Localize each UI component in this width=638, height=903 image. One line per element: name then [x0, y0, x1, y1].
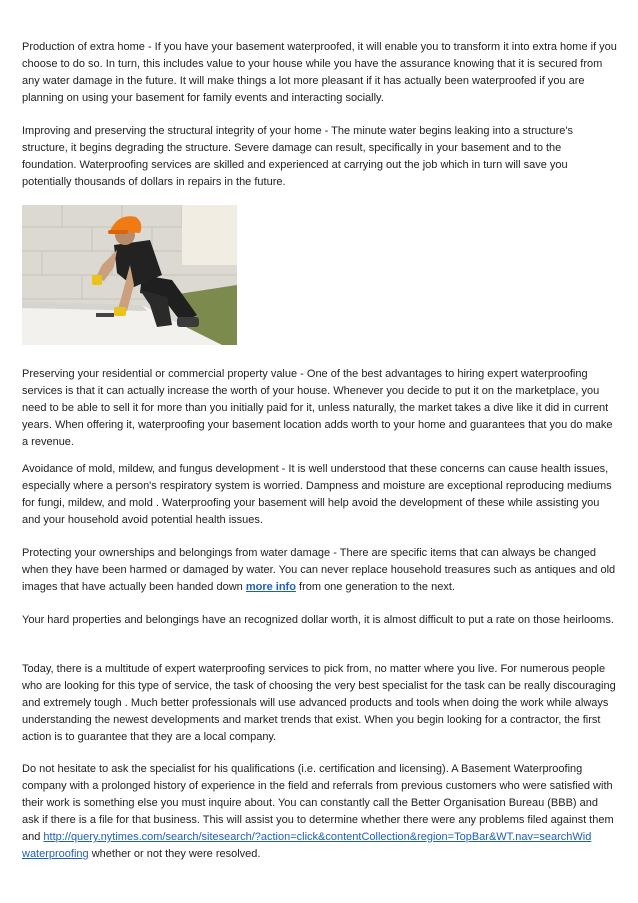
- more-info-link[interactable]: more info: [245, 581, 296, 593]
- paragraph-extra-home: Production of extra home - If you have your basement waterproofed, it will enable you to transform it into extra home if you choose to do so. In turn, this includes value to your house while you have the assurance knowing that it is secured from any water damage in the future. It will make things a lot more pleasant if it has actually been waterproofed if you are planning on using your basement for family events and interacting socially.: [22, 41, 617, 104]
- paragraph-structural-integrity: Improving and preserving the structural integrity of your home - The minute water begins leaking into a structure's structure, it begins degrading the structure. Severe damage can result, specifically in your basement and to the foundation. Waterproofing services are skilled and experienced at carrying out the job which in turn will save you potentially thousands of dollars in repairs in the future.: [22, 125, 573, 188]
- worker-waterproofing-photo: [22, 205, 237, 345]
- paragraph-qualifications-text-start: Do not hesitate to ask the specialist for his qualifications (i.e. certification and licensing). A Basement Waterproofing company with a prolonged history of experience in the field and referrals from previous customers who were satisfied with their work is something else you must inquire about. You can constantly call the Better Organisation Bureau (BBB) and ask if there is a file for that business. This will assist you to determine whether there were any problems filed against them and: [22, 763, 614, 843]
- nytimes-link-line2: waterproofing: [22, 848, 89, 860]
- paragraph-heirlooms: Your hard properties and belongings have an recognized dollar worth, it is almost difficult to put a rate on those heirlooms.: [22, 614, 614, 626]
- worker-photo-illustration: [22, 205, 237, 345]
- paragraph-mold-avoidance: Avoidance of mold, mildew, and fungus development - It is well understood that these concerns can cause health issues, especially where a person's respiratory system is worried. Dampness and moisture are exceptional reproducing mediums for fungi, mildew, and mold . Waterproofing your basement will help avoid the development of these while assisting you and your household avoid potential health issues.: [22, 463, 612, 526]
- paragraph-choosing-services: Today, there is a multitude of expert waterproofing services to pick from, no matter where you live. For numerous people who are looking for this type of service, the task of choosing the very best specialist for the task can be really discouraging and extremely tough . Much better professionals will use advanced products and tools when doing the work while always understanding the newest developments and market trends that exist. When you begin looking for a contractor, the first action is to guarantee that they are a local company.: [22, 663, 616, 743]
- paragraph-qualifications: [22, 761, 618, 863]
- paragraph-belongings-text-end: from one generation to the next.: [295, 581, 455, 593]
- paragraph-qualifications-text-end: whether or not they were resolved.: [88, 848, 261, 860]
- paragraph-belongings-protection: [22, 545, 618, 596]
- nytimes-link-line1: http://query.nytimes.com/search/sitesearch/?action=click&contentCollection&region=TopBar&WT.nav=searchWid: [43, 831, 592, 843]
- paragraph-belongings-text-start: Protecting your ownerships and belongings from water damage - There are specific items that can always be changed when they have been harmed or damaged by water. You can never replace household treasures such as antiques and old images that have actually been handed down: [22, 547, 616, 593]
- paragraph-property-value: Preserving your residential or commercial property value - One of the best advantages to hiring expert waterproofing services is that it can actually increase the worth of your house. Whenever you decide to put it on the marketplace, you need to be able to sell it for more than you initially paid for it, unless naturally, the market takes a dive like it did in current years. When offering it, waterproofing your basement location adds worth to your home and guarantees that you do make a revenue.: [22, 368, 613, 448]
